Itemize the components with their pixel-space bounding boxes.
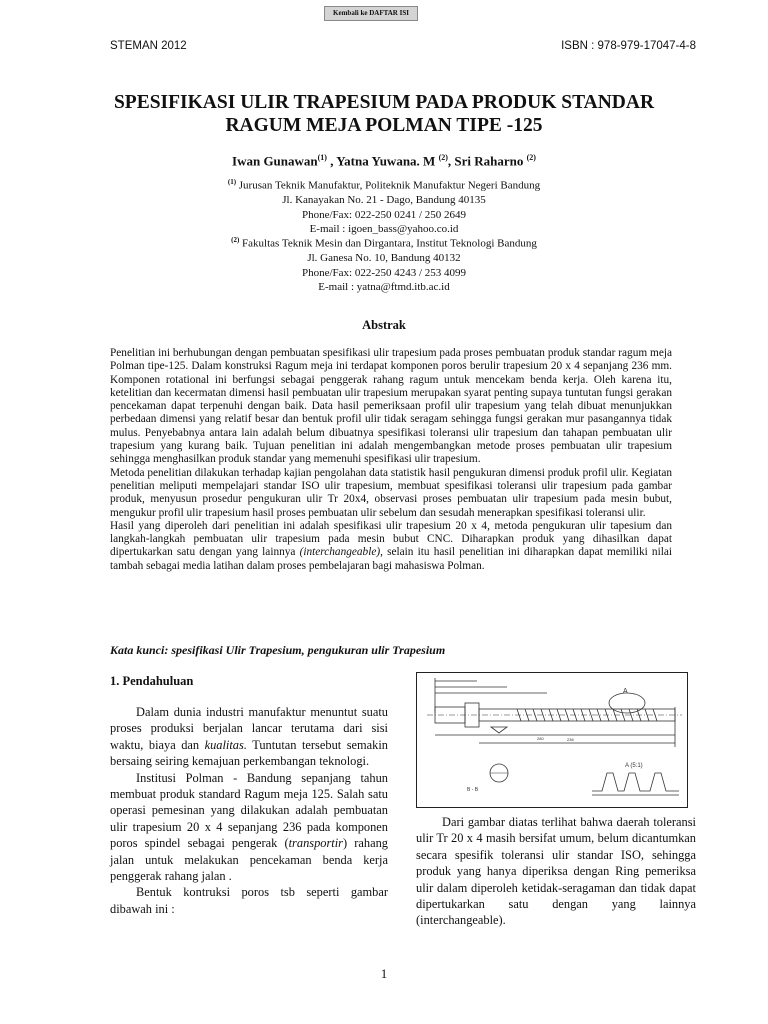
title-line-2: RAGUM MEJA POLMAN TIPE -125 (225, 115, 543, 136)
technical-drawing-figure (416, 672, 688, 808)
intro-paragraph-2: Institusi Polman - Bandung sepanjang tahun membuat produk standard Ragum meja 125. Salah satu operasi pemesinan yang dilakukan adalah pembuatan ulir trapesium 20 x 4 sepanjang 236 pada komponen poros spindel sebagai pengerak (transportir) rahang jalan untuk melakukan pencekaman benda kerja penggerak rahang jalan . (110, 770, 389, 884)
abstract-paragraph-3: Hasil yang diperoleh dari penelitian ini adalah spesifikasi ulir trapesium 20 x 4, metoda pengukuran ulir tapesium dan langkah-langkah pembuatan ulir trapesium pada mesin bubut CNC. Diharapkan produk yang dihasilkan dapat dipertukarkan satu dengan yang lainnya (interchangeable), selain itu hasil penelitian ini diharapkan dapat memiliki nilai tambah sebagai media latihan dalam proses pembelajaran bagi mahasiswa Polman. (110, 519, 673, 572)
abstract-body (110, 347, 672, 573)
author-3: , Sri Raharno (447, 153, 527, 169)
intro-paragraph-1: Dalam dunia industri manufaktur menuntut suatu proses produksi berjalan lancar terutama dari sisi waktu, biaya dan kualitas. Tuntutan tersebut semakin bersaing seiring kemajuan perkembangan teknologi. (110, 705, 388, 769)
intro-paragraph-3: Bentuk kontruksi poros tsb seperti gambar dibawah ini : (110, 885, 388, 916)
figure-label-detail: A (5:1) (625, 763, 643, 769)
author-2-sup: (2) (438, 153, 448, 162)
figure-discussion-paragraph: Dari gambar diatas terlihat bahwa daerah toleransi ulir Tr 20 x 4 masih bersifat umum, belum dicantumkan secara spesifik toleransi ulir standar ISO, sehingga produk yang hanya diperiksa dengan Ring pemeriksa ulir dalam diperoleh ketidak-seragaman dan tidak dapat dipertukarkan satu dengan yang lainnya (interchangeable). (416, 815, 696, 928)
paper-title (0, 91, 768, 137)
author-2: , Yatna Yuwana. M (326, 153, 439, 169)
author-list (0, 153, 768, 169)
abstract-paragraph-1: Penelitian ini berhubungan dengan pembuatan spesifikasi ulir trapesium pada proses pembuatan produk standar ragum meja Polman tipe-125. Dalam konstruksi Ragum meja ini terdapat komponen poros berulir trapesium 20 x 4 sepanjang 236 mm. Komponen rotational ini berfungsi sebagai penggerak rahang ragum untuk mencekam benda kerja. Oleh karena itu, ketelitian dan kecermatan dimensi hasil pembuatan ulir trapesium merupakan syarat penting supaya tuntutan fungsi gerakan pencekaman dapat terpenuhi dengan baik. Data hasil pemeriksaan profil ulir trapesium yang telah dibuat menunjukkan perbedaan dimensi yang relatif besar dan bentuk profil ulir tidak seragam sehingga fungsi gerakan mur pasangannya tidak mulus. Penyebabnya antara lain adalah belum dibuatnya spesifikasi toleransi ulir trapesium dan tahapan pembuatan ulir trapesium yang kurang baik. Tujuan penelitian ini adalah mengembangkan metode proses pembuatan ulir trapesium sehingga menghasilkan produk standar yang memenuhi spesifikasi ulir trapesium. (110, 347, 672, 466)
abstract-heading: Abstrak (362, 318, 406, 332)
affiliation-2-email: E-mail : yatna@ftmd.itb.ac.id (318, 281, 450, 294)
figure-label-section: B - B (467, 787, 479, 793)
figure-dim-total: 280 (537, 736, 544, 741)
affiliation-1-line-2: Jl. Kanayakan No. 21 - Dago, Bandung 40135 (282, 194, 486, 207)
header-journal: STEMAN 2012 (110, 40, 187, 52)
author-3-sup: (2) (526, 153, 536, 162)
affiliation-1 (0, 175, 768, 237)
figure-label-a: A (623, 688, 628, 695)
keywords: Kata kunci: spesifikasi Ulir Trapesium, pengukuran ulir Trapesium (110, 643, 446, 657)
section-heading: 1. Pendahuluan (110, 674, 194, 688)
affiliation-2-line-2: Jl. Ganesa No. 10, Bandung 40132 (307, 252, 461, 265)
affiliation-1-email: E-mail : igoen_bass@yahoo.co.id (309, 223, 459, 236)
author-1-sup: (1) (317, 153, 327, 162)
figure-dim-thread: 236 (567, 737, 574, 742)
affiliation-2 (0, 233, 768, 295)
title-line-1: SPESIFIKASI ULIR TRAPESIUM PADA PRODUK STANDAR (113, 92, 655, 113)
back-to-contents-button[interactable]: Kembali ke DAFTAR ISI (324, 6, 418, 21)
affiliation-2-sup: (2) (231, 236, 240, 244)
affiliation-1-line-1: Jurusan Teknik Manufaktur, Politeknik Manufaktur Negeri Bandung (236, 179, 541, 192)
affiliation-1-sup: (1) (227, 178, 237, 186)
abstract-paragraph-2: Metoda penelitian dilakukan terhadap kajian pengolahan data statistik hasil pengukuran dimensi produk profil ulir. Kegiatan penelitian meliputi mempelajari standar ISO ulir trapesium, membuat spesifikasi toleransi ulir trapesium pada gambar produk, menyusun prosedur pengukuran ulir Tr 20x4, observasi proses pembuatan ulir trapesium pada mesin bubut, mengukur profil ulir trapesium hasil proses pembuatan ulir sebelum dan sesudah menerapkan spesifikasi toleransi ulir. (110, 466, 672, 519)
affiliation-2-line-3: Phone/Fax: 022-250 4243 / 253 4099 (301, 266, 467, 279)
affiliation-1-line-3: Phone/Fax: 022-250 0241 / 250 2649 (301, 208, 467, 221)
header-isbn: ISBN : 978-979-17047-4-8 (561, 40, 696, 52)
affiliation-2-line-1: Fakultas Teknik Mesin dan Dirgantara, Institut Teknologi Bandung (239, 237, 537, 250)
author-1: Iwan Gunawan (232, 153, 318, 169)
left-column-text (110, 704, 388, 917)
spindle-drawing (417, 673, 687, 807)
page-number: 1 (380, 966, 388, 981)
right-column-text (416, 814, 696, 929)
